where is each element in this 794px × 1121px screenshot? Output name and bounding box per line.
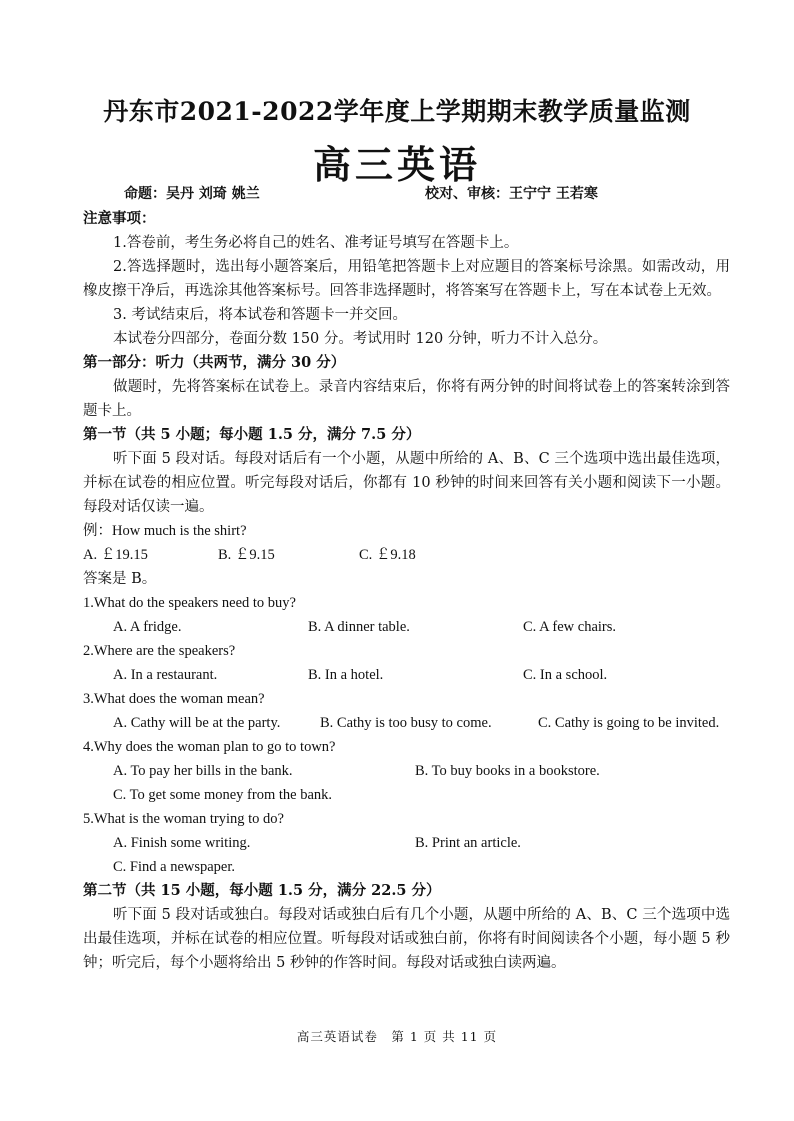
- authors-line: 命题：吴丹 刘琦 姚兰: [124, 186, 260, 202]
- question-5-options: [83, 831, 730, 855]
- example-option-a: A. ￡19.15: [83, 547, 148, 563]
- q2-option-a: A. In a restaurant.: [113, 667, 218, 683]
- section2-instruction: 听下面 5 段对话或独白。每段对话或独白后有几个小题，从题中所给的 A、B、C 三个选项中选出最佳选项，并标在试卷的相应位置。听每段对话或独白前，你将有时间阅读各个小题，每小题 5 秒钟；听完后，每个小题将给出 5 秒钟的作答时间。每段对话或独白读两遍。: [83, 907, 730, 971]
- notice-item-3: 3. 考试结束后，将本试卷和答题卡一并交回。: [113, 307, 407, 323]
- q4-option-a: A. To pay her bills in the bank.: [113, 763, 293, 779]
- question-2-options: [83, 663, 730, 687]
- q2-option-c: C. In a school.: [523, 667, 608, 683]
- q5-option-b: B. Print an article.: [415, 835, 521, 851]
- q3-option-a: A. Cathy will be at the party.: [113, 715, 281, 731]
- q4-option-b: B. To buy books in a bookstore.: [415, 763, 600, 779]
- section1-heading: 第一节（共 5 小题；每小题 1.5 分，满分 7.5 分）: [83, 426, 421, 443]
- question-2: 2.Where are the speakers?: [83, 643, 236, 659]
- q1-option-b: B. A dinner table.: [308, 619, 410, 635]
- part1-instruction: 做题时，先将答案标在试卷上。录音内容结束后，你将有两分钟的时间将试卷上的答案转涂到答题卡上。: [83, 379, 730, 419]
- notice-item-1: 1.答卷前，考生务必将自己的姓名、准考证号填写在答题卡上。: [113, 235, 519, 251]
- question-3: 3.What does the woman mean?: [83, 691, 265, 707]
- q2-option-b: B. In a hotel.: [308, 667, 384, 683]
- notice-item-2: 2.答选择题时，选出每小题答案后，用铅笔把答题卡上对应题目的答案标号涂黑。如需改动，用橡皮擦干净后，再选涂其他答案标号。回答非选择题时，将答案写在答题卡上，写在本试卷上无效。: [83, 259, 730, 299]
- section2-heading: 第二节（共 15 小题，每小题 1.5 分，满分 22.5 分）: [83, 882, 441, 899]
- example-options: [83, 543, 730, 567]
- exam-body: [83, 207, 730, 975]
- part1-heading: 第一部分：听力（共两节，满分 30 分）: [83, 354, 346, 371]
- q3-option-c: C. Cathy is going to be invited.: [538, 715, 720, 731]
- question-3-options: [83, 711, 730, 735]
- q3-option-b: B. Cathy is too busy to come.: [320, 715, 492, 731]
- q1-option-c: C. A few chairs.: [523, 619, 617, 635]
- reviewers-line: 校对、审核：王宁宁 王若寒: [425, 186, 598, 202]
- page-footer: 高三英语试卷 第 1 页 共 11 页: [296, 1029, 498, 1044]
- question-1: 1.What do the speakers need to buy?: [83, 595, 296, 611]
- q5-option-c: C. Find a newspaper.: [113, 859, 236, 875]
- subject-title: 高三英语: [312, 142, 481, 187]
- example-option-c: C. ￡9.18: [359, 547, 416, 563]
- q5-option-a: A. Finish some writing.: [113, 835, 251, 851]
- example-answer: 答案是 B。: [83, 571, 157, 587]
- question-1-options: [83, 615, 730, 639]
- notice-item-4: 本试卷分四部分，卷面分数 150 分。考试用时 120 分钟，听力不计入总分。: [113, 331, 608, 347]
- notice-heading: 注意事项：: [83, 210, 156, 227]
- example-option-b: B. ￡9.15: [218, 547, 275, 563]
- q4-option-c: C. To get some money from the bank.: [113, 787, 333, 803]
- example-question: 例：How much is the shirt?: [83, 523, 247, 539]
- q1-option-a: A. A fridge.: [113, 619, 182, 635]
- question-4-options: [83, 759, 730, 783]
- exam-title: 丹东市2021-2022学年度上学期期末教学质量监测: [103, 97, 691, 126]
- question-4: 4.Why does the woman plan to go to town?: [83, 739, 336, 755]
- section1-instruction: 听下面 5 段对话。每段对话后有一个小题，从题中所给的 A、B、C 三个选项中选出最佳选项，并标在试卷的相应位置。听完每段对话后，你都有 10 秒钟的时间来回答有关小题和阅读下一小题。每段对话仅读一遍。: [83, 451, 730, 515]
- question-5: 5.What is the woman trying to do?: [83, 811, 284, 827]
